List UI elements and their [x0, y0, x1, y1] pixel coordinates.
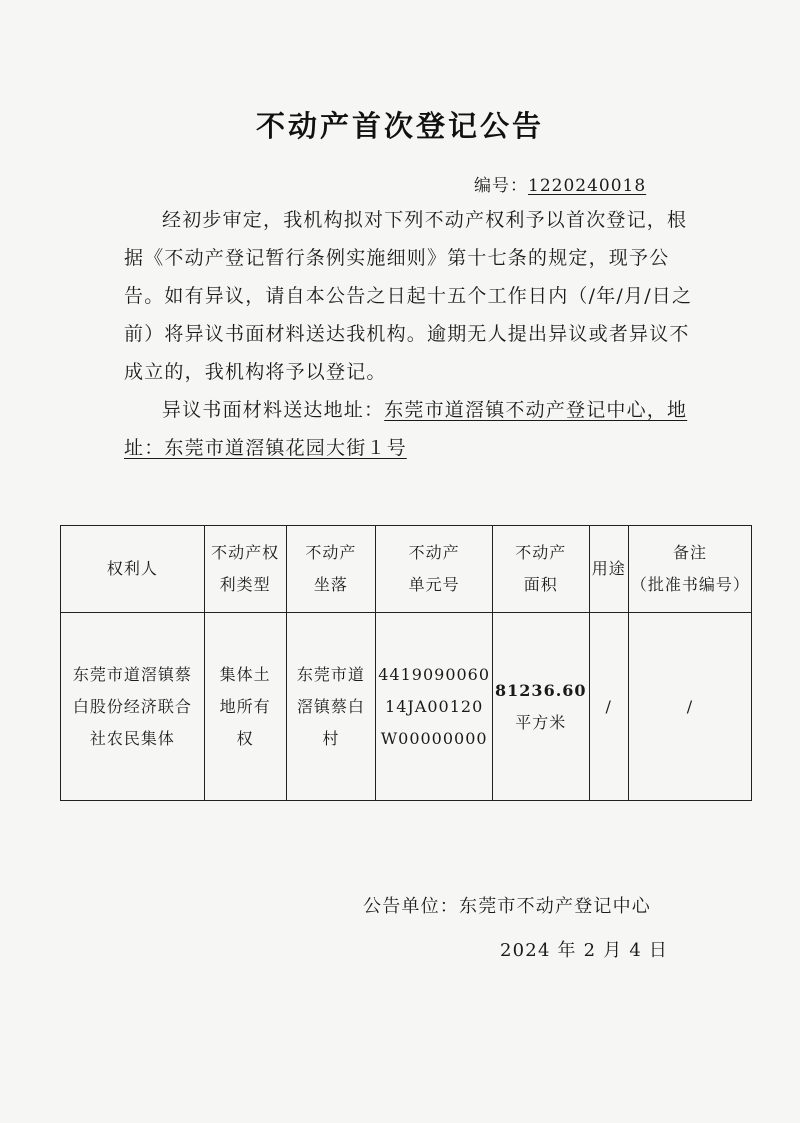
header-location: 不动产 坐落 — [286, 526, 376, 613]
notice-title: 不动产首次登记公告 — [255, 109, 544, 143]
cell-remark: / — [628, 613, 751, 801]
header-usage: 用途 — [589, 526, 628, 613]
cell-area-unit: 平方米 — [515, 712, 567, 732]
notice-paragraph-1: 经初步审定，我机构拟对下列不动产权利予以首次登记，根据《不动产登记暂行条例实施细则》第十七条的规定，现予公告。如有异议，请自本公告之日起十五个工作日内（/年/月/日之前）将异议书面材料送达我机构。逾期无人提出异议或者异议不成立的，我机构将予以登记。 — [124, 209, 693, 383]
cell-area-value: 81236.60 — [495, 680, 587, 700]
header-right-type: 不动产权 利类型 — [204, 526, 286, 613]
table-row — [61, 613, 752, 801]
cell-location: 东莞市道 滘镇蔡白 村 — [286, 613, 376, 801]
cell-area — [493, 613, 590, 801]
table-header-row — [61, 526, 752, 613]
header-remark: 备注 （批准书编号） — [628, 526, 751, 613]
notice-number — [474, 171, 646, 196]
notice-number-label: 编号： — [474, 176, 528, 196]
issuing-unit: 公告单位：东莞市不动产登记中心 — [363, 896, 651, 917]
issue-date: 2024 年 2 月 4 日 — [500, 940, 669, 961]
header-holder: 权利人 — [61, 526, 205, 613]
cell-holder: 东莞市道滘镇蔡 白股份经济联合 社农民集体 — [61, 613, 205, 801]
objection-address-label: 异议书面材料送达地址： — [162, 399, 385, 421]
cell-right-type: 集体土 地所有 权 — [204, 613, 286, 801]
objection-address: 东莞市道滘镇不动产登记中心，地址：东莞市道滘镇花园大街１号 — [124, 399, 688, 459]
cell-usage: / — [589, 613, 628, 801]
notice-number-value: 1220240018 — [528, 176, 647, 196]
notice-paragraph-2 — [124, 391, 694, 467]
cell-unit-no: 4419090060 14JA00120 W00000000 — [376, 613, 493, 801]
property-table — [60, 525, 752, 801]
header-unit-no: 不动产 单元号 — [376, 526, 493, 613]
header-area: 不动产 面积 — [493, 526, 590, 613]
